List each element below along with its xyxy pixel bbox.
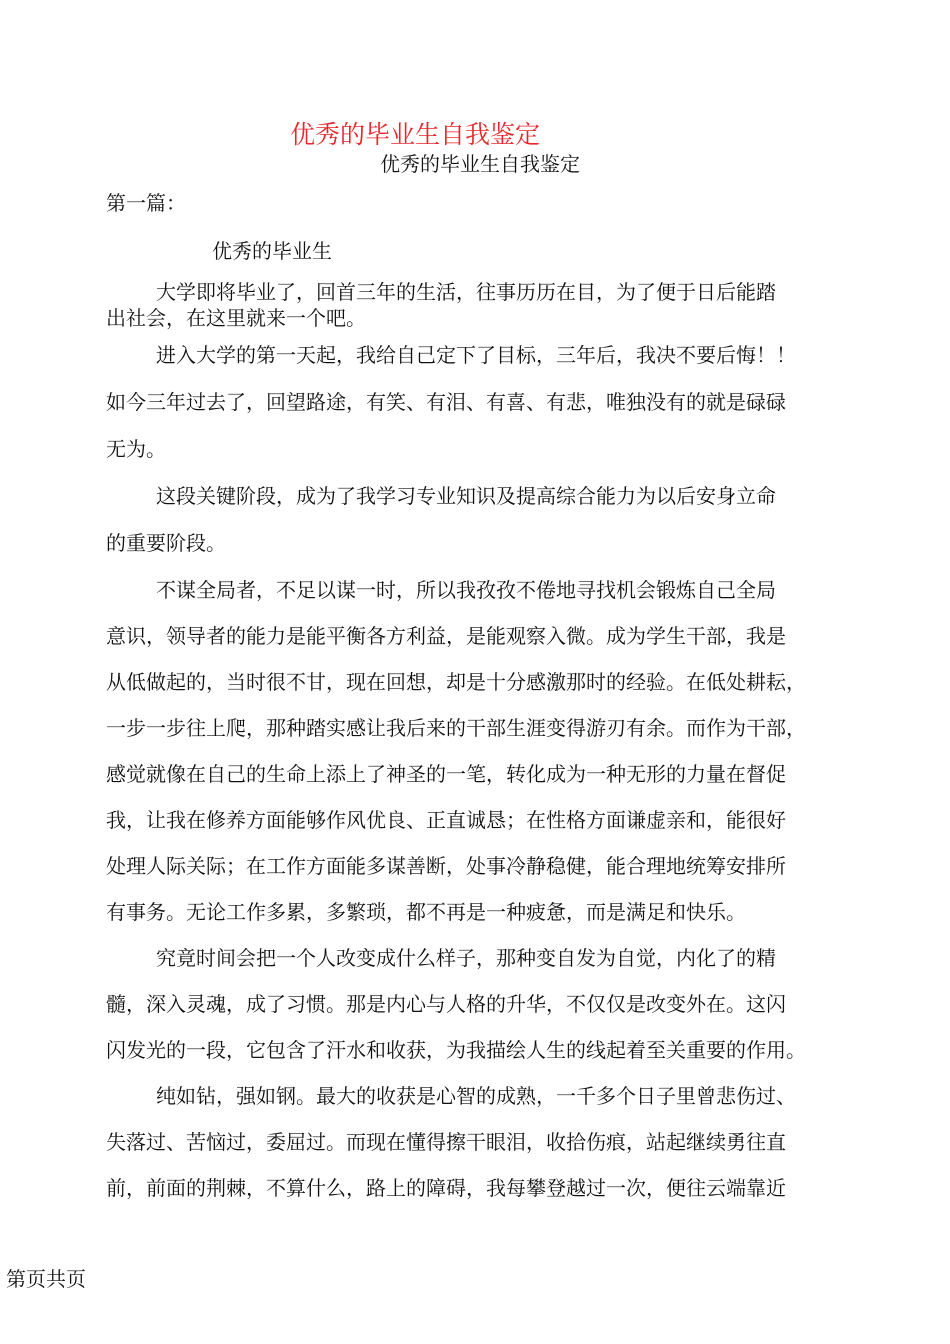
text-line: 进入大学的第一天起，我给自己定下了目标，三年后，我决不要后悔！！ (156, 343, 796, 367)
text-line: 纯如钻，强如钢。最大的收获是心智的成熟，一千多个日子里曾悲伤过、 (156, 1084, 796, 1108)
section-label: 第一篇： (106, 191, 186, 215)
document-subtitle: 优秀的毕业生自我鉴定 (380, 152, 580, 176)
section-heading: 优秀的毕业生 (212, 239, 332, 263)
text-line: 无为。 (106, 437, 166, 461)
text-line: 究竟时间会把一个人改变成什么样子，那种变自发为自觉，内化了的精 (156, 946, 776, 970)
text-line: 闪发光的一段，它包含了汗水和收获，为我描绘人生的线起着至关重要的作用。 (106, 1038, 806, 1062)
text-line: 意识，领导者的能力是能平衡各方利益，是能观察入微。成为学生干部，我是 (106, 624, 786, 648)
text-line: 从低做起的，当时很不甘，现在回想，却是十分感激那时的经验。在低处耕耘， (106, 670, 806, 694)
text-line: 处理人际关际；在工作方面能多谋善断，处事冷静稳健，能合理地统筹安排所 (106, 854, 786, 878)
text-line: 如今三年过去了，回望路途，有笑、有泪、有喜、有悲，唯独没有的就是碌碌 (106, 390, 786, 414)
text-line: 出社会，在这里就来一个吧。 (106, 306, 366, 330)
text-line: 失落过、苦恼过，委屈过。而现在懂得擦干眼泪，收拾伤痕，站起继续勇往直 (106, 1130, 786, 1154)
text-line: 有事务。无论工作多累，多繁琐，都不再是一种疲惫，而是满足和快乐。 (106, 900, 746, 924)
document-red-title: 优秀的毕业生自我鉴定 (289, 120, 540, 149)
text-line: 前，前面的荆棘，不算什么，路上的障碍，我每攀登越过一次，便往云端靠近 (106, 1176, 786, 1200)
page-footer: 第页共页 (6, 1267, 86, 1291)
text-line: 的重要阶段。 (106, 531, 226, 555)
text-line: 髓，深入灵魂，成了习惯。那是内心与人格的升华，不仅仅是改变外在。这闪 (106, 992, 786, 1016)
text-line: 我，让我在修养方面能够作风优良、正直诚恳；在性格方面谦虚亲和，能很好 (106, 808, 786, 832)
text-line: 大学即将毕业了，回首三年的生活，往事历历在目，为了便于日后能踏 (156, 280, 776, 304)
text-line: 不谋全局者，不足以谋一时，所以我孜孜不倦地寻找机会锻炼自己全局 (156, 578, 776, 602)
text-line: 一步一步往上爬，那种踏实感让我后来的干部生涯变得游刃有余。而作为干部， (106, 716, 806, 740)
text-line: 这段关键阶段，成为了我学习专业知识及提高综合能力为以后安身立命 (156, 484, 776, 508)
text-line: 感觉就像在自己的生命上添上了神圣的一笔，转化成为一种无形的力量在督促 (106, 762, 786, 786)
